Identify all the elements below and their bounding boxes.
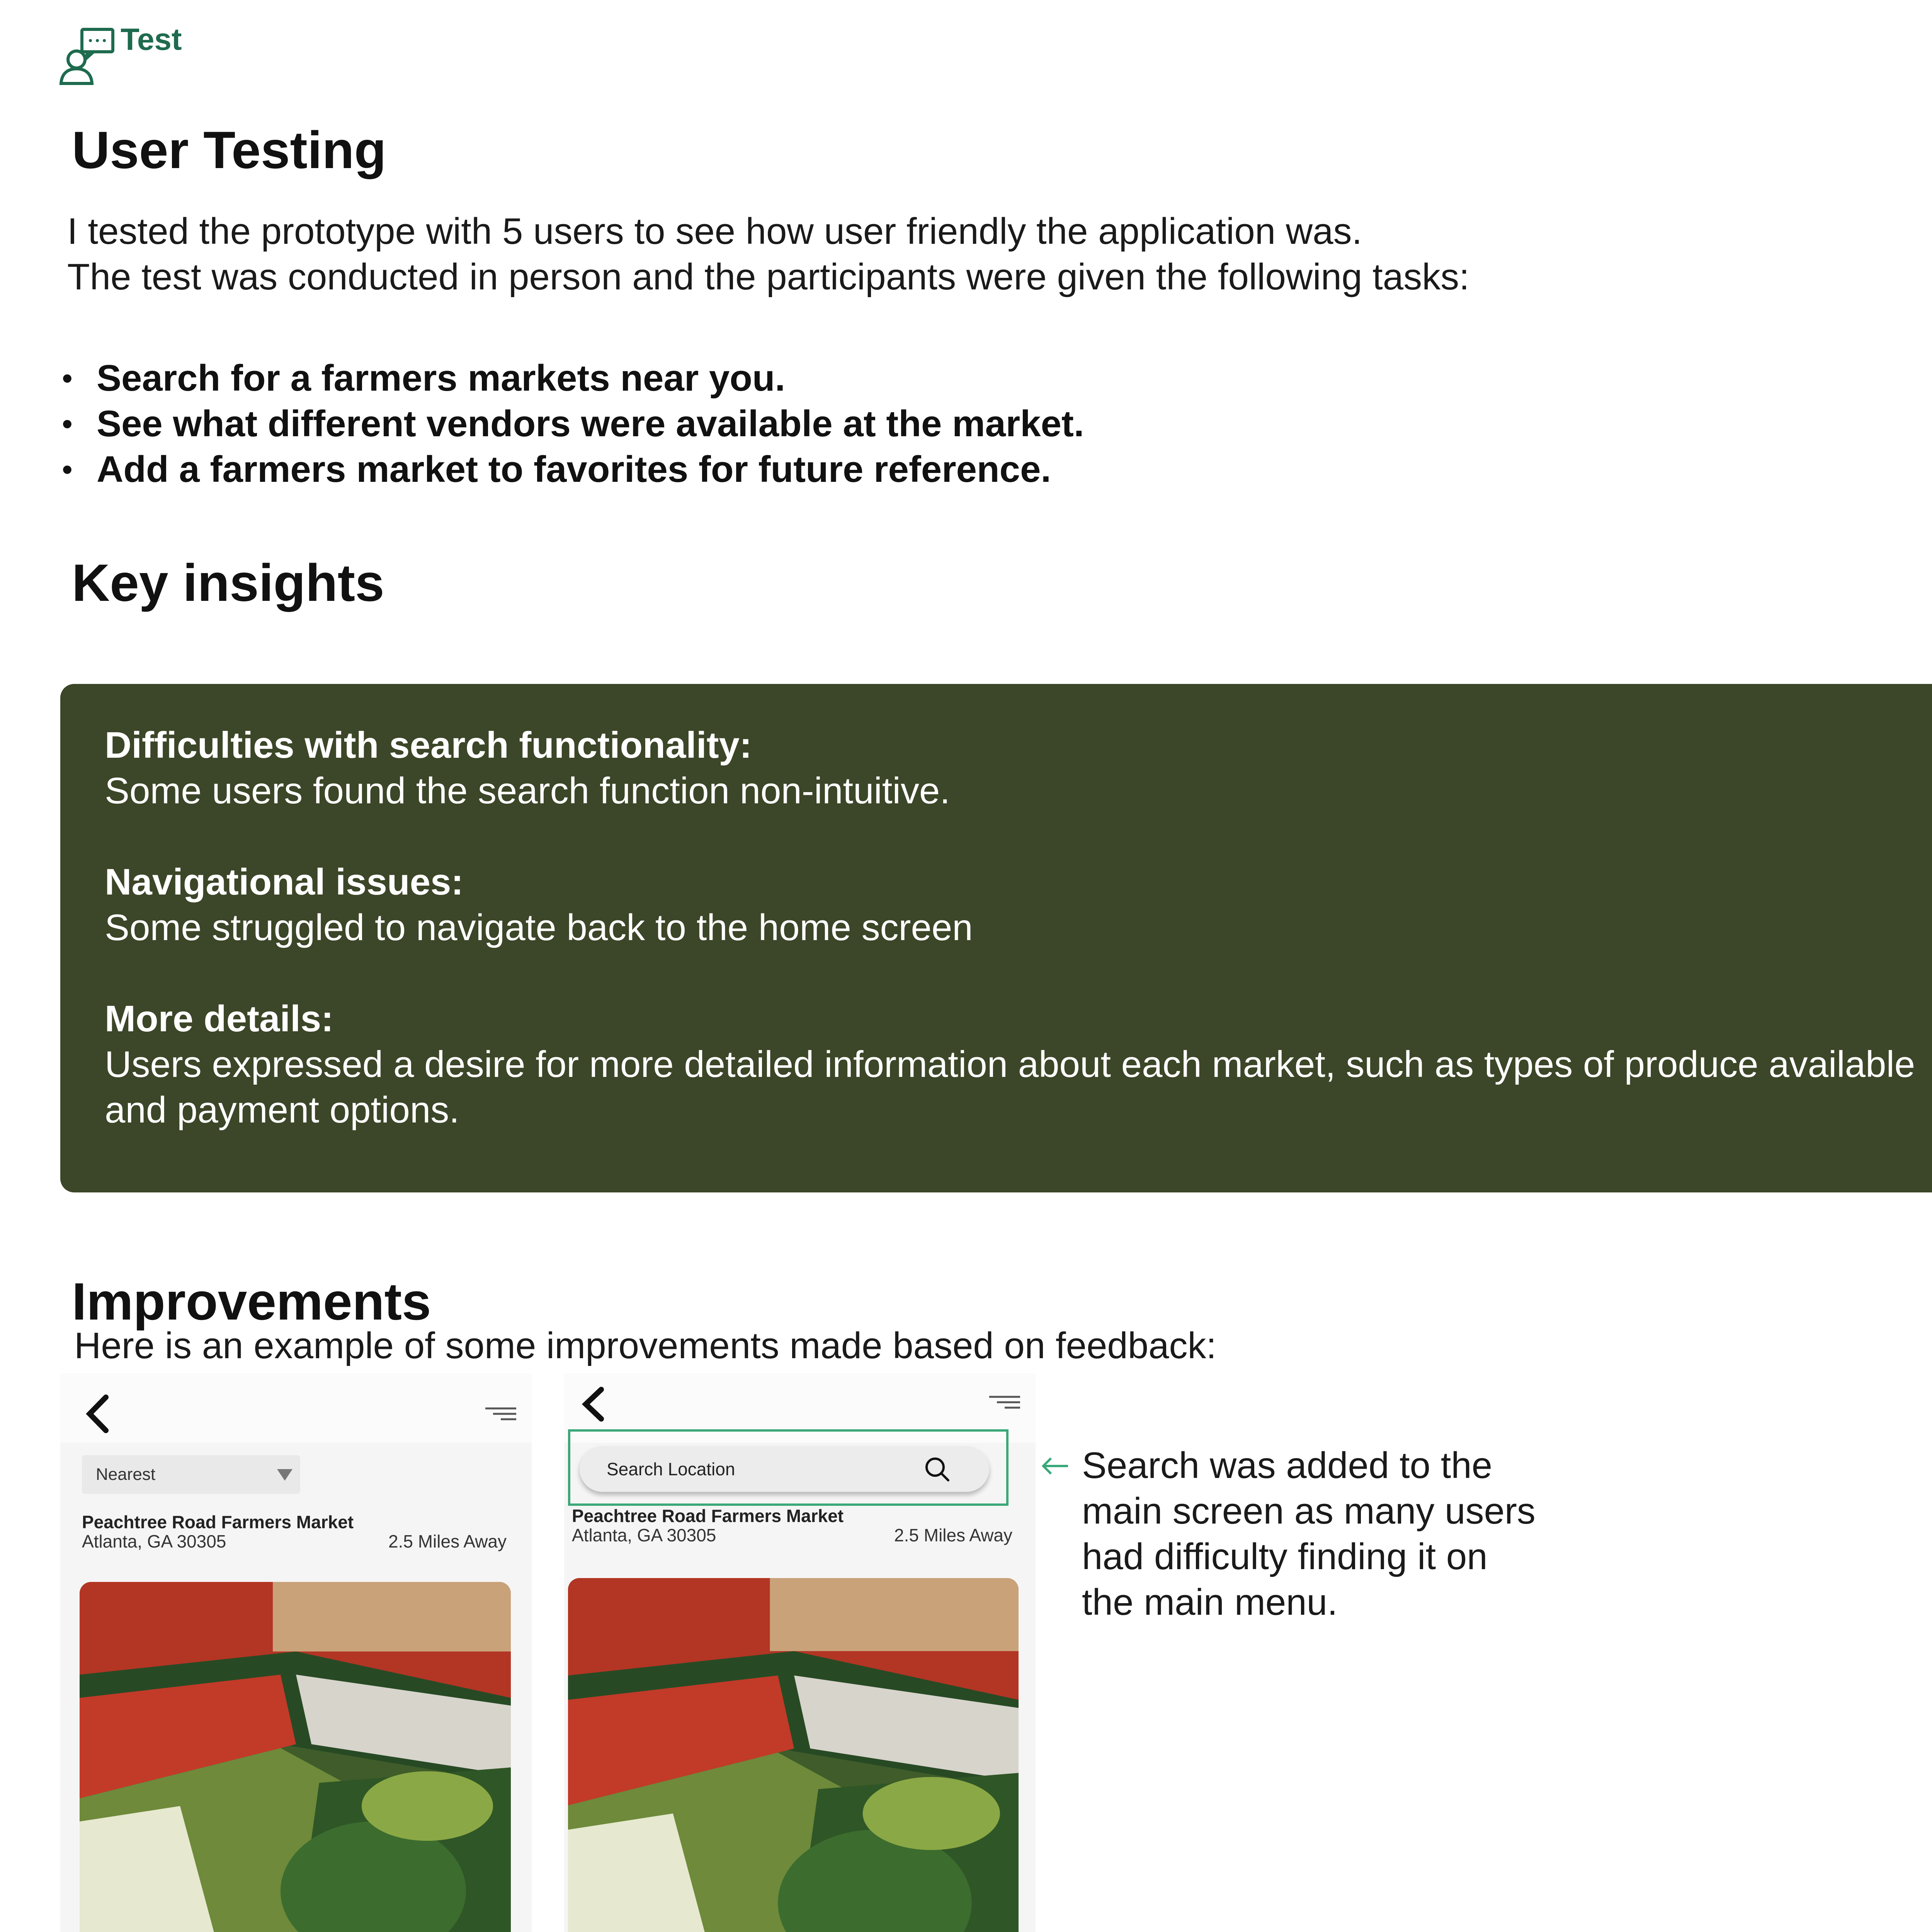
improvements-subtitle: Here is an example of some improvements made based on feedback: xyxy=(74,1325,1217,1366)
insights-panel xyxy=(60,684,1932,1192)
intro-line: The test was conducted in person and the participants were given the following tasks: xyxy=(67,256,1469,298)
sort-dropdown[interactable] xyxy=(82,1455,300,1494)
market-address: Atlanta, GA 30305 xyxy=(572,1525,716,1545)
insight-title: Navigational issues: xyxy=(105,861,464,903)
note-line: Search was added to the xyxy=(1082,1445,1493,1486)
user-chat-icon xyxy=(58,27,116,85)
sort-dropdown-value: Nearest xyxy=(96,1465,156,1484)
market-address: Atlanta, GA 30305 xyxy=(82,1531,226,1551)
task-item: • Add a farmers market to favorites for future reference. xyxy=(62,447,1084,492)
market-distance: 2.5 Miles Away xyxy=(894,1525,1012,1545)
phone-topbar xyxy=(60,1373,532,1443)
search-highlight-frame xyxy=(568,1429,1009,1506)
menu-icon[interactable] xyxy=(989,1395,1020,1410)
task-item: • See what different vendors were available at the market. xyxy=(62,401,1084,447)
insight-text: Users expressed a desire for more detailed information about each market, such as types of produce available and payment options. xyxy=(105,1044,1915,1131)
improvement-note xyxy=(1082,1443,1623,1625)
market-distance: 2.5 Miles Away xyxy=(388,1531,507,1551)
menu-icon[interactable] xyxy=(485,1406,516,1422)
market-photo-produce[interactable] xyxy=(568,1578,1019,1932)
insight-item xyxy=(105,859,1932,951)
market-name[interactable]: Peachtree Road Farmers Market xyxy=(572,1506,844,1526)
note-line: had difficulty finding it on xyxy=(1082,1536,1488,1577)
insight-text: Some users found the search function non-intuitive. xyxy=(105,770,950,811)
insight-item xyxy=(105,723,1932,814)
search-input[interactable] xyxy=(580,1446,989,1492)
search-icon[interactable] xyxy=(923,1456,951,1483)
insight-title: Difficulties with search functionality: xyxy=(105,724,752,766)
intro-line: I tested the prototype with 5 users to see how user friendly the application was. xyxy=(67,211,1362,252)
back-arrow-icon[interactable] xyxy=(83,1393,111,1435)
note-line: main screen as many users xyxy=(1082,1490,1536,1532)
search-placeholder: Search Location xyxy=(607,1459,735,1479)
logo-text: Test xyxy=(121,22,182,56)
insight-item xyxy=(105,996,1932,1133)
market-name[interactable]: Peachtree Road Farmers Market xyxy=(82,1512,354,1532)
phone-after xyxy=(564,1373,1036,1932)
back-arrow-icon[interactable] xyxy=(580,1385,607,1423)
key-insights-title: Key insights xyxy=(72,553,384,612)
user-testing-intro xyxy=(67,209,1469,300)
phone-before xyxy=(60,1373,532,1932)
improvements-title: Improvements xyxy=(72,1272,431,1331)
task-item: • Search for a farmers markets near you. xyxy=(62,355,1084,401)
user-testing-title: User Testing xyxy=(72,121,386,179)
chevron-down-icon xyxy=(277,1469,293,1481)
market-photo-produce[interactable] xyxy=(80,1582,511,1932)
insight-text: Some struggled to navigate back to the home screen xyxy=(105,907,973,948)
task-list xyxy=(62,355,1084,492)
insight-title: More details: xyxy=(105,998,334,1039)
arrow-left-icon xyxy=(1039,1454,1070,1478)
note-line: the main menu. xyxy=(1082,1582,1338,1623)
